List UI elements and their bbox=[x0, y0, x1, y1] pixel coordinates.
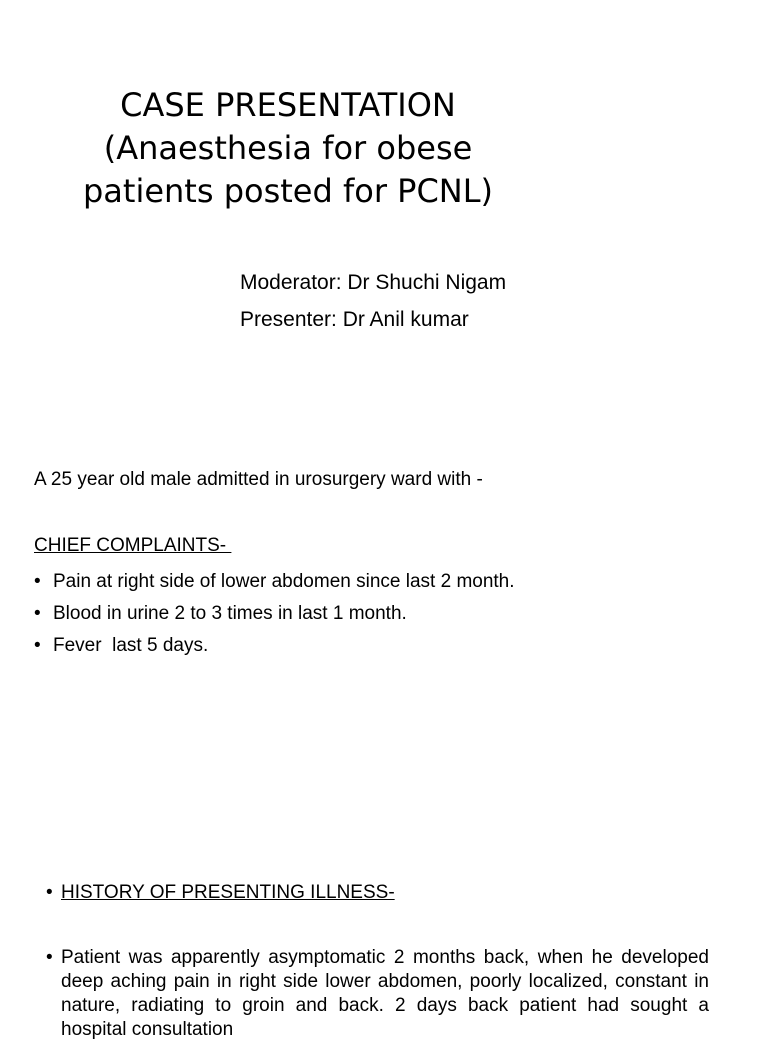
list-item: • Blood in urine 2 to 3 times in last 1 month. bbox=[34, 598, 515, 630]
presentation-title bbox=[50, 84, 526, 213]
history-slide bbox=[0, 842, 768, 1040]
credits bbox=[240, 264, 506, 338]
history-heading bbox=[46, 882, 395, 904]
list-item: • Fever last 5 days. bbox=[34, 630, 515, 662]
patient-intro: A 25 year old male admitted in urosurgery ward with - bbox=[34, 469, 483, 490]
presenter-line: Presenter: Dr Anil kumar bbox=[240, 308, 469, 331]
chief-complaints-slide bbox=[0, 432, 768, 842]
chief-complaints-heading: CHIEF COMPLAINTS- bbox=[34, 535, 232, 556]
list-item: • Pain at right side of lower abdomen since last 2 month. bbox=[34, 566, 515, 598]
title-line: CASE PRESENTATION bbox=[120, 86, 456, 124]
title-line: patients posted for PCNL) bbox=[82, 172, 494, 210]
history-paragraph: • Patient was apparently asymptomatic 2 months back, when he developed deep aching pain in right side lower abdomen, poorly localized, constant in nature, radiating to groin and back. 2 days back patient had sought a hospital consultation bbox=[46, 946, 709, 1042]
moderator-line: Moderator: Dr Shuchi Nigam bbox=[240, 271, 507, 294]
title-line: (Anaesthesia for obese bbox=[103, 129, 473, 167]
history-heading-text: HISTORY OF PRESENTING ILLNESS- bbox=[61, 882, 395, 903]
complaints-list bbox=[34, 566, 515, 662]
title-slide bbox=[0, 0, 768, 432]
